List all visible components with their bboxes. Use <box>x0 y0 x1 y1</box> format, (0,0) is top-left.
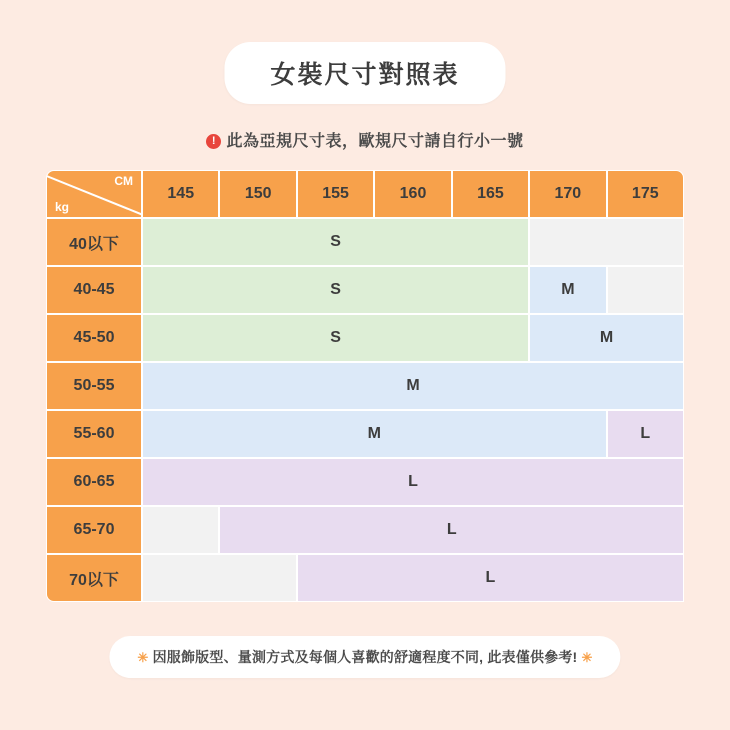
table-row <box>46 506 684 554</box>
size-table-head <box>46 170 684 218</box>
row-header-60-65: 60-65 <box>46 458 142 506</box>
footer-note-text: 因服飾版型、量測方式及每個人喜歡的舒適程度不同, 此表僅供參考! <box>152 649 578 665</box>
star-left-icon: ✳ <box>137 650 149 665</box>
column-header-165: 165 <box>452 170 529 218</box>
row-header-55-60: 55-60 <box>46 410 142 458</box>
notice-banner <box>0 128 730 151</box>
row-header-40-under: 40以下 <box>46 218 142 266</box>
table-row <box>46 410 684 458</box>
row-header-40-45: 40-45 <box>46 266 142 314</box>
cell-m: M <box>529 266 606 314</box>
column-header-155: 155 <box>297 170 374 218</box>
footer-note <box>137 647 592 667</box>
row-header-50-55: 50-55 <box>46 362 142 410</box>
column-header-145: 145 <box>142 170 219 218</box>
cell-s: S <box>142 266 529 314</box>
cell-empty <box>607 266 684 314</box>
column-header-175: 175 <box>607 170 684 218</box>
size-table-body <box>46 218 684 602</box>
table-row <box>46 458 684 506</box>
corner-row-unit: kg <box>55 200 70 214</box>
cell-empty <box>529 218 684 266</box>
cell-m: M <box>142 362 684 410</box>
column-header-150: 150 <box>219 170 296 218</box>
cell-l: L <box>142 458 684 506</box>
table-row <box>46 218 684 266</box>
column-header-160: 160 <box>374 170 451 218</box>
star-right-icon: ✳ <box>581 650 593 665</box>
table-row <box>46 314 684 362</box>
size-table-wrapper <box>46 170 684 602</box>
table-corner-cell <box>46 170 142 218</box>
header-row <box>46 170 684 218</box>
row-header-70-under: 70以下 <box>46 554 142 602</box>
row-header-45-50: 45-50 <box>46 314 142 362</box>
table-row <box>46 362 684 410</box>
cell-m: M <box>142 410 607 458</box>
footer-pill <box>109 636 620 678</box>
cell-l: L <box>607 410 684 458</box>
exclamation-icon: ! <box>206 134 221 149</box>
cell-s: S <box>142 218 529 266</box>
table-row <box>46 554 684 602</box>
row-header-65-70: 65-70 <box>46 506 142 554</box>
cell-m: M <box>529 314 684 362</box>
title-pill <box>224 42 505 104</box>
cell-empty <box>142 554 297 602</box>
cell-empty <box>142 506 219 554</box>
cell-l: L <box>219 506 684 554</box>
notice-text: 此為亞規尺寸表，歐規尺寸請自行小一號 <box>226 133 524 150</box>
corner-col-unit: CM <box>114 174 134 188</box>
cell-l: L <box>297 554 684 602</box>
table-row <box>46 266 684 314</box>
page-title: 女裝尺寸對照表 <box>270 61 460 89</box>
cell-s: S <box>142 314 529 362</box>
column-header-170: 170 <box>529 170 606 218</box>
size-table <box>46 170 684 602</box>
